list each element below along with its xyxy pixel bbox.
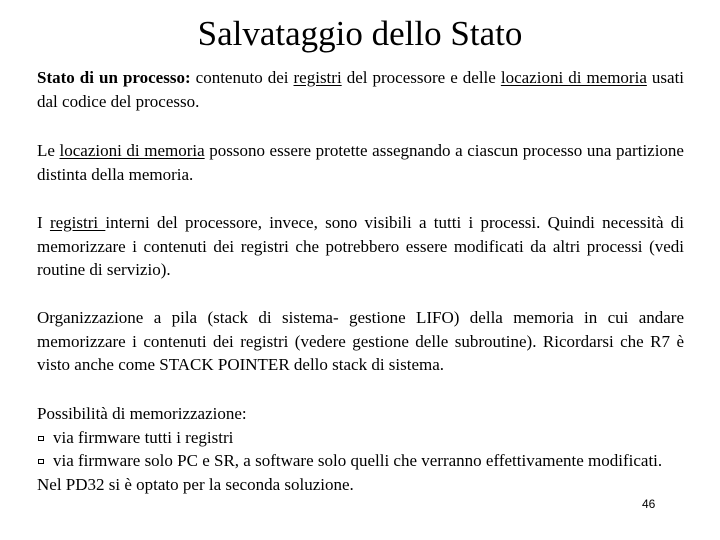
paragraph-organizzazione-pila: Organizzazione a pila (stack di sistema- gestione LIFO) della memoria in cui andare memorizzare i contenuti dei registri (vedere gestione delle subroutine). Ricordarsi che R7 è visto anche come STACK POINTER dello stack di sistema. — [37, 308, 684, 374]
paragraph-stato-processo — [37, 66, 684, 113]
underlined-locazioni-memoria: locazioni di memoria — [500, 68, 647, 87]
list-item — [37, 449, 684, 473]
text: contenuto dei — [190, 68, 294, 87]
paragraph-locazioni-memoria — [37, 139, 684, 186]
text: interni del processore, invece, sono visibili a tutti i processi. Quindi necessità di memorizzare i contenuti dei registri che potrebbero essere modificati da altri processi (vedi routine di servizio). — [37, 213, 684, 279]
underlined-registri: registri — [49, 213, 106, 232]
text: possono essere protette assegnando a ciascun processo una partizione distinta della memoria. — [37, 141, 684, 184]
conclusion: Nel PD32 si è optato per la seconda soluzione. — [37, 474, 354, 494]
text: Le — [37, 141, 60, 160]
square-bullet-icon — [38, 436, 44, 441]
paragraph-registri-interni — [37, 211, 684, 282]
list-item-text: via firmware solo PC e SR, a software solo quelli che verranno effettivamente modificati. — [53, 451, 663, 470]
term-stato-processo: Stato di un processo: — [37, 68, 191, 87]
underlined-registri: registri — [293, 68, 342, 87]
list-item — [37, 426, 684, 450]
paragraph-possibilita-memorizzazione — [37, 402, 684, 496]
list-intro: Possibilità di memorizzazione: — [37, 404, 247, 423]
page-number: 46 — [642, 497, 656, 511]
square-bullet-icon — [38, 459, 44, 464]
text: usati dal codice del processo. — [37, 68, 685, 111]
text: del processore e delle — [341, 68, 501, 87]
text: I — [37, 213, 50, 232]
slide-title: Salvataggio dello Stato — [197, 14, 523, 53]
list-item-text: via firmware tutti i registri — [53, 427, 234, 447]
underlined-locazioni-memoria: locazioni di memoria — [59, 141, 205, 160]
